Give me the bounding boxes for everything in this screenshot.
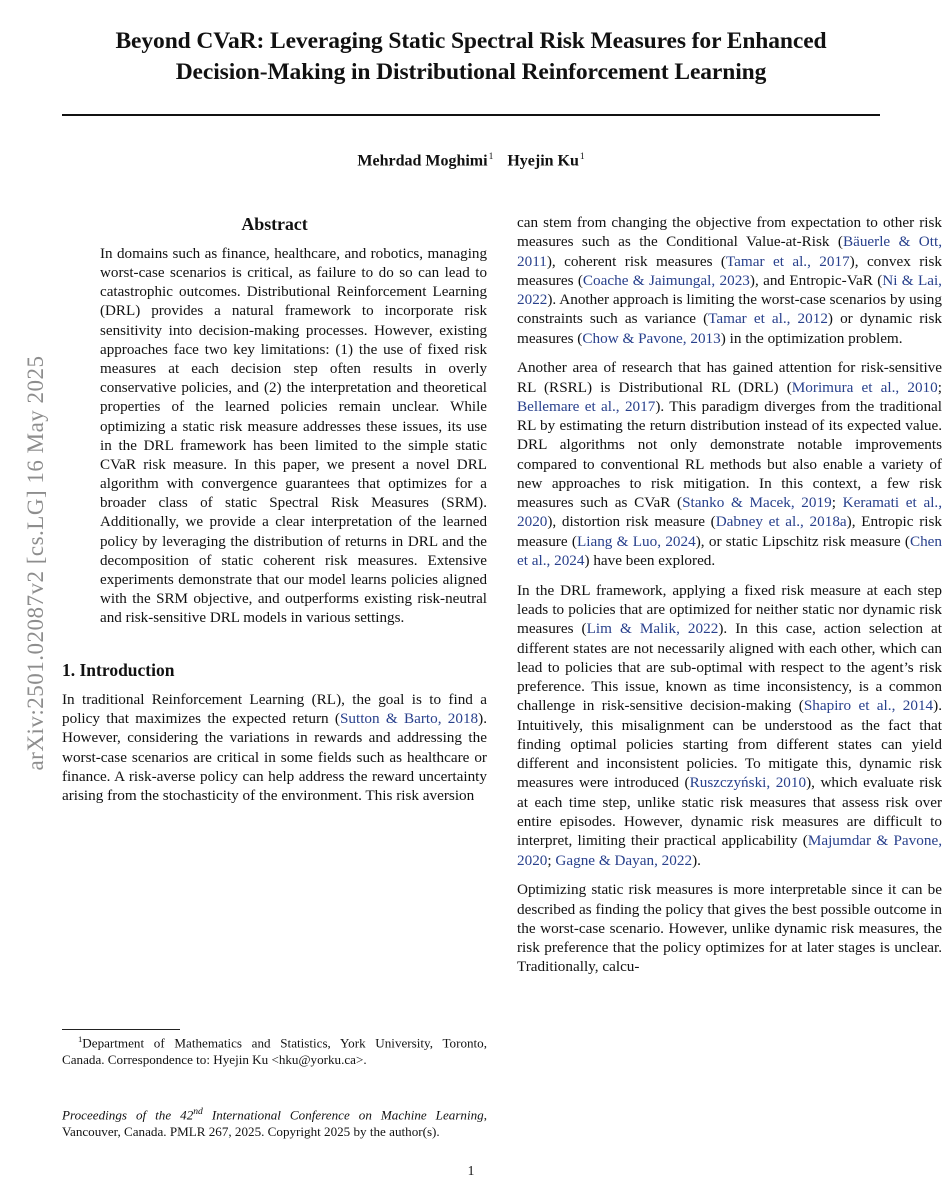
rc-p1-e: ). Another approach is limiting the worst-case scenarios by using constraints such as variance ( — [517, 291, 942, 328]
rc-p3-c: ). Intuitively, this misalignment can be understood as the fact that finding optimal policies starting from different states can yield different and inconsistent policies. To mitigate this, dynamic risk measures were introduced ( — [517, 697, 942, 792]
rc-p1-c: ), convex risk measures ( — [517, 252, 942, 289]
left-column — [62, 213, 487, 816]
rc-p2-e: ), or static Lipschitz risk measure ( — [695, 532, 910, 550]
intro-paragraph-1 — [62, 690, 487, 806]
author-affiliation-marker-2: 1 — [579, 152, 585, 162]
footnote-proceedings — [62, 1106, 487, 1141]
citation-gagne-dayan[interactable]: Gagne & Dayan, 2022 — [555, 851, 693, 869]
author-list — [62, 152, 880, 170]
section-heading-introduction: 1. Introduction — [62, 659, 175, 680]
abstract-body: In domains such as finance, healthcare, and robotics, managing worst-case scenarios is critical, as failure to do so can lead to catastrophic outcomes. Distributional Reinforcement Learning (DRL) provides a natural framework to incorporate risk sensitivity into decision-making processes. However, existing approaches face two key limitations: (1) the use of fixed risk measures at each decision step often results in overly conservative policies, and (2) the interpretation and theoretical properties of the learned policies remain unclear. While optimizing a static risk measure addresses these issues, its use in the DRL framework has been limited to the simple static CVaR risk measure. In this paper, we present a novel DRL algorithm with convergence guarantees that optimizes for a broader class of static Spectral Risk Measures (SRM). Additionally, we provide a clear interpretation of the learned policy by leveraging the distribution of returns in DRL and the decomposition of static coherent risk measures. Extensive experiments demonstrate that our model learns policies aligned with the SRM objective, and outperforms existing risk-neutral and risk-sensitive DRL models in various settings. — [100, 245, 487, 627]
proceedings-ordinal: nd — [193, 1106, 203, 1117]
citation-tamar-2012[interactable]: Tamar et al., 2012 — [708, 310, 828, 328]
rc-p1-a: can stem from changing the objective from expectation to other risk measures such as the Conditional Value-at-Risk ( — [517, 214, 942, 251]
rc-p1-b: ), coherent risk measures ( — [546, 252, 726, 270]
citation-shapiro[interactable]: Shapiro et al., 2014 — [803, 697, 934, 715]
right-paragraph-3 — [517, 581, 942, 870]
rc-p3-b: ). In this case, action selection at different states are not necessarily aligned with each other, which can lead to policies that are sub-optimal with respect to the agent’s risk preference. This issue, known as time inconsistency, is a common challenge in risk-sensitive decision-making ( — [517, 620, 942, 715]
citation-keramati[interactable]: Keramati et al., 2020 — [517, 494, 942, 531]
citation-stanko-macek[interactable]: Stanko & Macek, 2019 — [682, 494, 832, 512]
header-divider — [62, 114, 880, 116]
footnote-marker: 1 — [78, 1034, 83, 1044]
footnote-affiliation — [62, 1034, 487, 1069]
rc-p1-g: ) in the optimization problem. — [720, 329, 903, 347]
proceedings-number: 42 — [180, 1107, 194, 1123]
arxiv-stamp: arXiv:2501.02087v2 [cs.LG] 16 May 2025 — [23, 355, 48, 771]
paper-header — [62, 26, 880, 89]
rc-p1-d: ), and Entropic-VaR ( — [749, 271, 883, 289]
rc-p2-a: Another area of research that has gained attention for risk-sensitive RL (RSRL) is Distributional RL (DRL) ( — [517, 359, 942, 396]
right-column — [517, 213, 942, 987]
footnote-divider — [62, 1029, 180, 1030]
page-title — [62, 26, 880, 89]
citation-liang-luo[interactable]: Liang & Luo, 2024 — [576, 532, 696, 550]
proceedings-prefix: Proceedings of the — [62, 1107, 172, 1123]
title-line-1: Beyond CVaR: Leveraging Static Spectral Risk Measures for Enhanced — [115, 28, 827, 54]
right-paragraph-1 — [517, 213, 942, 348]
title-line-2: Decision-Making in Distributional Reinforcement Learning — [175, 59, 767, 86]
citation-chow-pavone[interactable]: Chow & Pavone, 2013 — [582, 329, 721, 347]
citation-majumdar-pavone[interactable]: Majumdar & Pavone, 2020 — [517, 832, 942, 869]
rc-p2-d: ), Entropic risk measure ( — [517, 513, 942, 550]
rc-p1-f: ) or dynamic risk measures ( — [517, 310, 942, 347]
abstract-heading: Abstract — [241, 214, 308, 234]
rc-p2-f: ) have been explored. — [584, 552, 716, 570]
citation-bellemare[interactable]: Bellemare et al., 2017 — [517, 397, 656, 415]
rc-p2-semi2: ; — [831, 494, 843, 512]
rc-p3-e: ). — [692, 851, 701, 869]
citation-coache-jaimungal[interactable]: Coache & Jaimungal, 2023 — [582, 271, 750, 289]
intro-text-b: ). However, considering the variations in rewards and addressing the worst-case scenarios are critical in some fields such as healthcare or finance. A risk-averse policy can help address the reward uncertainty arising from the stochasticity of the environment. This risk aversion — [62, 710, 487, 805]
author-name-2: Hyejin Ku — [507, 152, 579, 170]
intro-text-a: In traditional Reinforcement Learning (RL), the goal is to find a policy that maximizes the expected return ( — [62, 690, 487, 728]
rc-p3-d: ), which evaluate risk at each time step, unlike static risk measures that assess risk over entire episodes. However, dynamic risk measures are difficult to interpret, limiting their practical applicability ( — [517, 774, 942, 850]
rc-p2-b: ). This paradigm diverges from the traditional RL by estimating the return distribution instead of its expected value. DRL algorithms not only demonstrate notable improvements compared to conventional RL methods but also enable a variety of new approaches to risk mitigation. In this context, a few risk measures such as CVaR ( — [517, 397, 942, 512]
citation-morimura[interactable]: Morimura et al., 2010 — [791, 378, 938, 396]
citation-ruszczynski[interactable]: Ruszczyński, 2010 — [689, 774, 807, 792]
citation-sutton-barto[interactable]: Sutton & Barto, 2018 — [339, 710, 479, 728]
citation-lim-malik[interactable]: Lim & Malik, 2022 — [586, 620, 719, 638]
rc-p3-semi3: ; — [547, 851, 556, 869]
right-paragraph-2 — [517, 358, 942, 570]
rc-p2-c: ), distortion risk measure ( — [547, 513, 716, 531]
citation-dabney[interactable]: Dabney et al., 2018a — [715, 513, 847, 531]
right-paragraph-4: Optimizing static risk measures is more interpretable since it can be described as finding the policy that gives the best possible outcome in the worst-case scenario. However, unlike dynamic risk measures, the risk preference that the policy optimizes for at later stages is unclear. Traditionally, calcu- — [517, 881, 942, 976]
rc-p2-semi1: ; — [937, 378, 942, 396]
author-name-1: Mehrdad Moghimi — [357, 152, 488, 170]
page-number: 1 — [467, 1163, 475, 1178]
proceedings-rest: , Vancouver, Canada. PMLR 267, 2025. Copyright 2025 by the author(s). — [62, 1107, 487, 1140]
citation-ni-lai[interactable]: Ni & Lai, 2022 — [517, 271, 942, 309]
citation-bauerle-ott[interactable]: Bäuerle & Ott, 2011 — [517, 233, 942, 270]
footnote-text: Department of Mathematics and Statistics, York University, Toronto, Canada. Correspondence to: Hyejin Ku <hku@yorku.ca>. — [62, 1035, 487, 1068]
proceedings-conference: International Conference on Machine Learning — [211, 1107, 484, 1123]
rc-p3-a: In the DRL framework, applying a fixed risk measure at each step leads to policies that are optimized for neither static nor dynamic risk measures ( — [517, 581, 942, 638]
author-affiliation-marker-1: 1 — [488, 152, 494, 162]
citation-chen-2024[interactable]: Chen et al., 2024 — [517, 532, 942, 570]
citation-tamar-2017[interactable]: Tamar et al., 2017 — [725, 252, 850, 270]
